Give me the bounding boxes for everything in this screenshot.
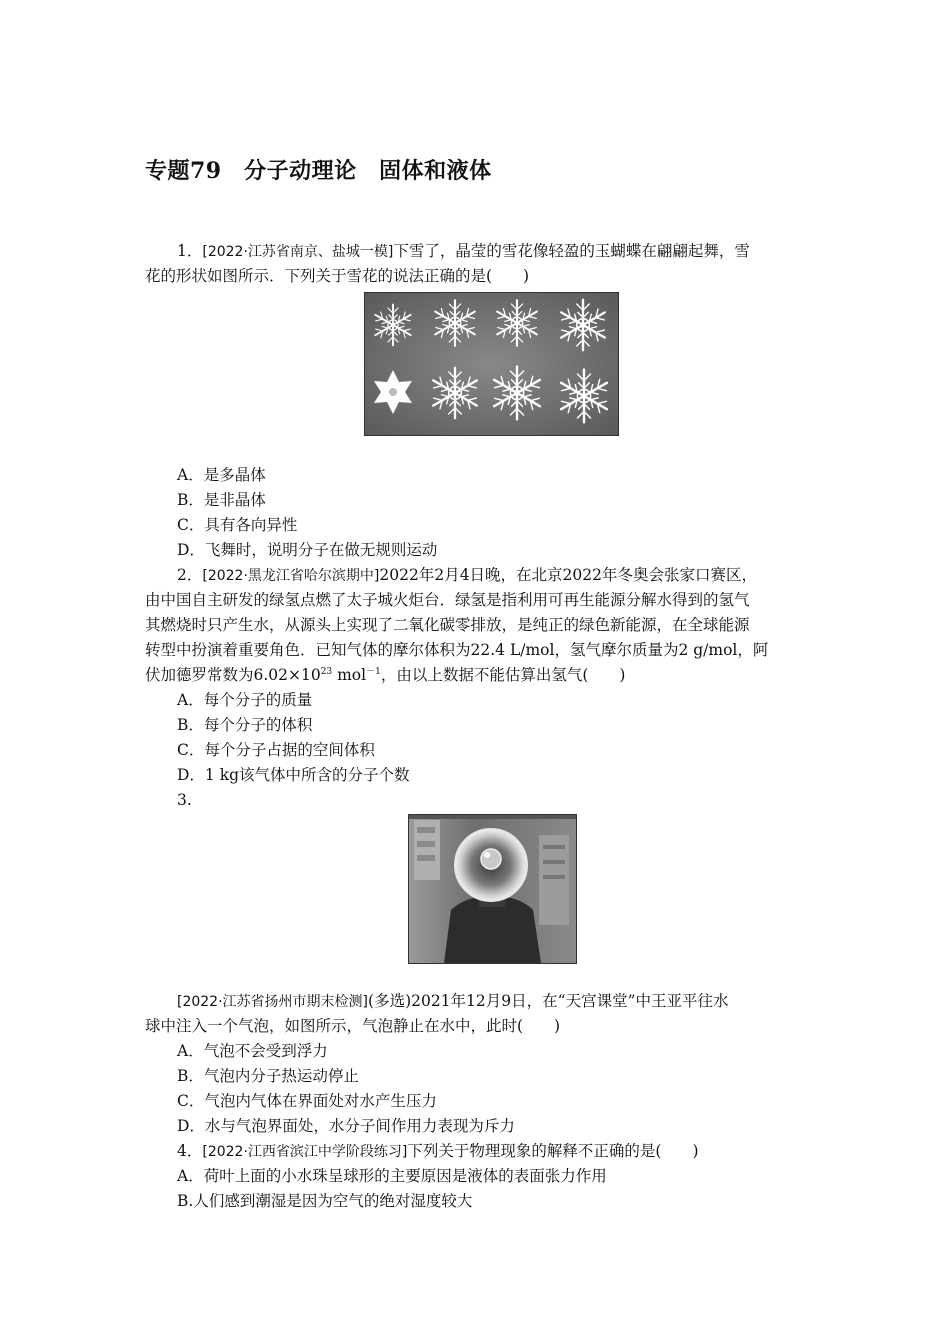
q2-text-1: 2022年2月4日晚，在北京2022年冬奥会张家口赛区， [379, 566, 758, 584]
snowflake-image [365, 293, 618, 435]
q3-option-d: D．水与气泡界面处，水分子间作用力表现为斥力 [177, 1117, 515, 1135]
page-title: 专题79 分子动理论 固体和液体 [145, 158, 492, 184]
q3-line1 [177, 989, 729, 1015]
q2-exponent: 23 [320, 666, 333, 677]
q2-option-b: B．每个分子的体积 [177, 716, 313, 734]
q3-option-c: C．气泡内气体在界面处对水产生压力 [177, 1092, 437, 1110]
q2-line1 [177, 563, 757, 589]
q3-text-2: 球中注入一个气泡，如图所示，气泡静止在水中，此时( ) [145, 1017, 561, 1035]
q2-text-5c: ，由以上数据不能估算出氢气( ) [380, 666, 626, 684]
q2-option-d: D．1 kg该气体中所含的分子个数 [177, 766, 410, 784]
water-bubble-figure [408, 814, 577, 964]
snowflake-figure [364, 292, 619, 436]
q2-text-5b: mol [332, 666, 367, 684]
q2-option-a: A．每个分子的质量 [177, 691, 313, 709]
water-bubble-image [409, 815, 576, 963]
q2-text-2: 由中国自主研发的绿氢点燃了太子城火炬台．绿氢是指利用可再生能源分解水得到的氢气 [145, 591, 750, 609]
q2-text-5 [145, 663, 625, 688]
q4-text-1: 下列关于物理现象的解释不正确的是( ) [407, 1142, 699, 1160]
q1-option-d: D．飞舞时，说明分子在做无规则运动 [177, 541, 438, 559]
q2-option-c: C．每个分子占据的空间体积 [177, 741, 375, 759]
q2-exponent-2: －1 [366, 666, 381, 677]
q4-source: [2022·江西省滨江中学阶段练习] [202, 1144, 408, 1160]
q1-option-a: A．是多晶体 [177, 466, 266, 484]
q4-option-a: A．荷叶上面的小水珠呈球形的主要原因是液体的表面张力作用 [177, 1167, 607, 1185]
q1-source: [2022·江苏省南京、盐城一模] [202, 244, 394, 260]
q4-option-b: B.人们感到潮湿是因为空气的绝对湿度较大 [177, 1192, 473, 1210]
q3-option-b: B．气泡内分子热运动停止 [177, 1067, 359, 1085]
q2-text-5a: 伏加德罗常数为6.02×10 [145, 666, 321, 684]
q2-source: [2022·黑龙江省哈尔滨期中] [202, 568, 380, 584]
q3-text-1: (多选)2021年12月9日，在“天宫课堂”中王亚平往水 [368, 992, 729, 1010]
q2-number: 2． [177, 566, 203, 584]
q1-text-2: 花的形状如图所示．下列关于雪花的说法正确的是( ) [145, 267, 530, 285]
q2-text-3: 其燃烧时只产生水，从源头上实现了二氧化碳零排放，是纯正的绿色新能源，在全球能源 [145, 616, 750, 634]
q3-source: [2022·江苏省扬州市期末检测] [177, 994, 369, 1010]
q1-number: 1． [177, 242, 203, 260]
q1-text-1: 下雪了，晶莹的雪花像轻盈的玉蝴蝶在翩翩起舞，雪 [393, 242, 750, 260]
q3-number: 3. [177, 791, 192, 809]
q4-line1 [177, 1139, 699, 1165]
q3-option-a: A．气泡不会受到浮力 [177, 1042, 328, 1060]
q1-line1 [177, 239, 750, 265]
q2-text-4: 转型中扮演着重要角色．已知气体的摩尔体积为22.4 L/mol，氢气摩尔质量为2 g/mol，阿 [145, 641, 769, 659]
q4-number: 4． [177, 1142, 203, 1160]
q1-option-c: C．具有各向异性 [177, 516, 298, 534]
q1-option-b: B．是非晶体 [177, 491, 266, 509]
